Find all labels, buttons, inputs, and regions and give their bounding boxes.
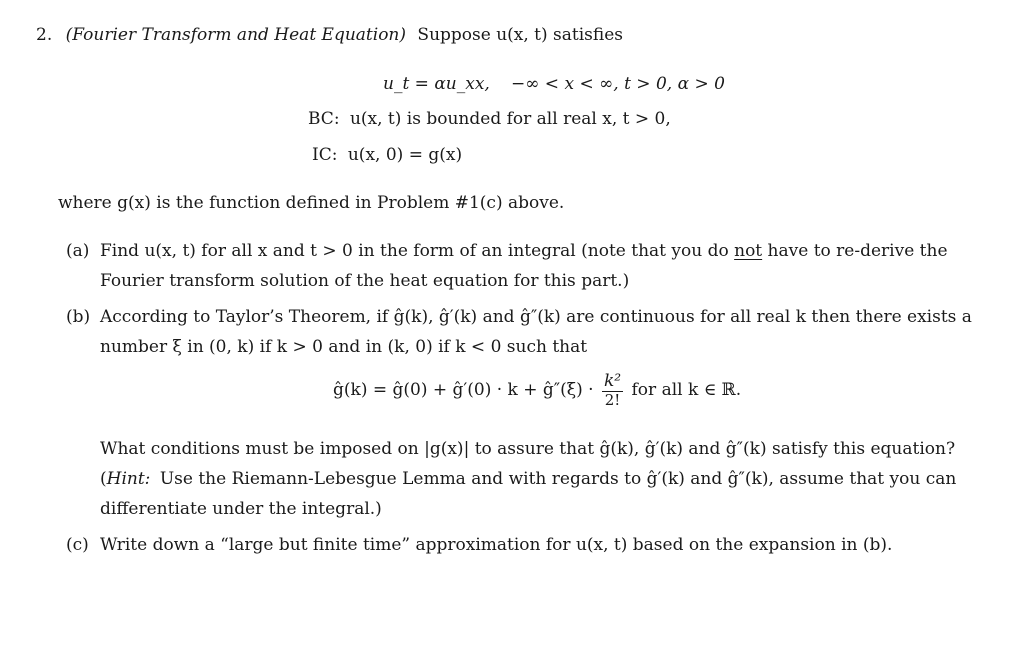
problem-title: (Fourier Transform and Heat Equation) (65, 25, 407, 45)
bc-label: BC: (308, 109, 340, 129)
ic-text: u(x, 0) = g(x) (347, 145, 463, 165)
part-b-line2: number ξ in (0, k) if k > 0 and in (k, 0) if k < 0 such that (100, 337, 588, 357)
boundary-condition (308, 108, 671, 130)
taylor-fraction-denominator: 2! (604, 390, 621, 409)
hint-label: Hint: (106, 469, 151, 489)
problem-lead: Suppose u(x, t) satisfies (417, 25, 624, 45)
taylor-fraction (602, 372, 623, 408)
where-line: where g(x) is the function defined in Problem #1(c) above. (58, 193, 565, 213)
initial-condition (312, 144, 462, 166)
pde-equation: u_t = αu_xx, (383, 74, 490, 94)
part-b-label: (b) (66, 307, 91, 327)
taylor-fraction-numerator: k² (603, 371, 622, 391)
part-a-line1-post: have to re-derive the (762, 241, 948, 261)
pde-domain: −∞ < x < ∞, t > 0, α > 0 (511, 74, 725, 94)
part-b-question: What conditions must be imposed on |g(x)| to assure that ĝ(k), ĝ′(k) and ĝ″(k) satisfy this equation? (100, 439, 956, 459)
taylor-tail: for all k ∈ ℝ. (631, 380, 742, 401)
problem-heading (36, 24, 623, 46)
ic-label: IC: (312, 145, 338, 165)
part-a-line1-pre: Find u(x, t) for all x and t > 0 in the form of an integral (note that you do (100, 241, 735, 261)
part-c-text: Write down a “large but finite time” approximation for u(x, t) based on the expansion in (b). (100, 535, 893, 555)
part-c-label: (c) (66, 535, 89, 555)
part-a-underlined: not (734, 241, 763, 261)
hint-text-1: Use the Riemann-Lebesgue Lemma and with regards to ĝ′(k) and ĝ″(k), assume that you can (159, 469, 957, 489)
part-b-hint-line2: differentiate under the integral.) (100, 499, 382, 519)
part-b-hint-line1: (Hint: Use the Riemann-Lebesgue Lemma and with regards to ĝ′(k) and ĝ″(k), assume that you can (100, 469, 957, 489)
part-a-line1 (100, 240, 948, 262)
part-b-line1: According to Taylor’s Theorem, if ĝ(k), ĝ′(k) and ĝ″(k) are continuous for all real k then there exists a (100, 307, 972, 327)
part-a-line2: Fourier transform solution of the heat equation for this part.) (100, 271, 630, 291)
bc-text: u(x, t) is bounded for all real x, t > 0, (349, 109, 671, 129)
problem-number: 2. (36, 25, 53, 45)
taylor-equation (333, 372, 741, 408)
taylor-lhs: ĝ(k) = ĝ(0) + ĝ′(0) · k + ĝ″(ξ) · (333, 380, 594, 401)
part-a-label: (a) (66, 241, 90, 261)
